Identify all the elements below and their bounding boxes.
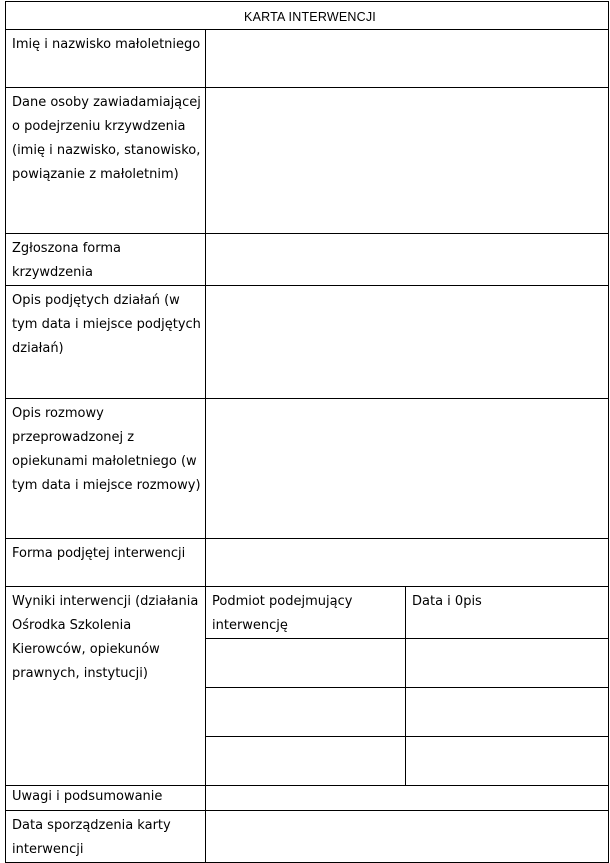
label-intervention-form: Forma podjętej interwencji (6, 539, 206, 587)
intervention-card-table (5, 1, 609, 863)
field-notes-summary[interactable] (206, 786, 609, 811)
form-title: KARTA INTERWENCJI (6, 2, 609, 30)
label-intervention-results: Wyniki interwencji (działania Ośrodka Szkolenia Kierowców, opiekunów prawnych, instytucji) (6, 587, 206, 786)
label-guardian-conversation: Opis rozmowy przeprowadzonej z opiekunami małoletniego (w tym data i miejsce rozmowy) (6, 399, 206, 539)
field-minor-name[interactable] (206, 30, 609, 88)
header-date-and-description: Data i 0pis (406, 587, 609, 639)
result-entity-cell-3[interactable] (206, 737, 406, 786)
result-date-cell-3[interactable] (406, 737, 609, 786)
label-notes-summary: Uwagi i podsumowanie (6, 786, 206, 811)
label-reported-harm-form: Zgłoszona forma krzywdzenia (6, 234, 206, 286)
result-date-cell-2[interactable] (406, 688, 609, 737)
field-actions-description[interactable] (206, 286, 609, 399)
result-date-cell-1[interactable] (406, 639, 609, 688)
label-minor-name: Imię i nazwisko małoletniego (6, 30, 206, 88)
field-card-date[interactable] (206, 811, 609, 863)
header-intervening-entity: Podmiot podejmujący interwencję (206, 587, 406, 639)
result-entity-cell-1[interactable] (206, 639, 406, 688)
field-guardian-conversation[interactable] (206, 399, 609, 539)
result-entity-cell-2[interactable] (206, 688, 406, 737)
field-reported-harm-form[interactable] (206, 234, 609, 286)
field-reporter-data[interactable] (206, 88, 609, 234)
label-card-date: Data sporządzenia karty interwencji (6, 811, 206, 863)
field-intervention-form[interactable] (206, 539, 609, 587)
label-reporter-data: Dane osoby zawiadamiającej o podejrzeniu krzywdzenia (imię i nazwisko, stanowisko, powiązanie z małoletnim) (6, 88, 206, 234)
label-actions-description: Opis podjętych działań (w tym data i miejsce podjętych działań) (6, 286, 206, 399)
